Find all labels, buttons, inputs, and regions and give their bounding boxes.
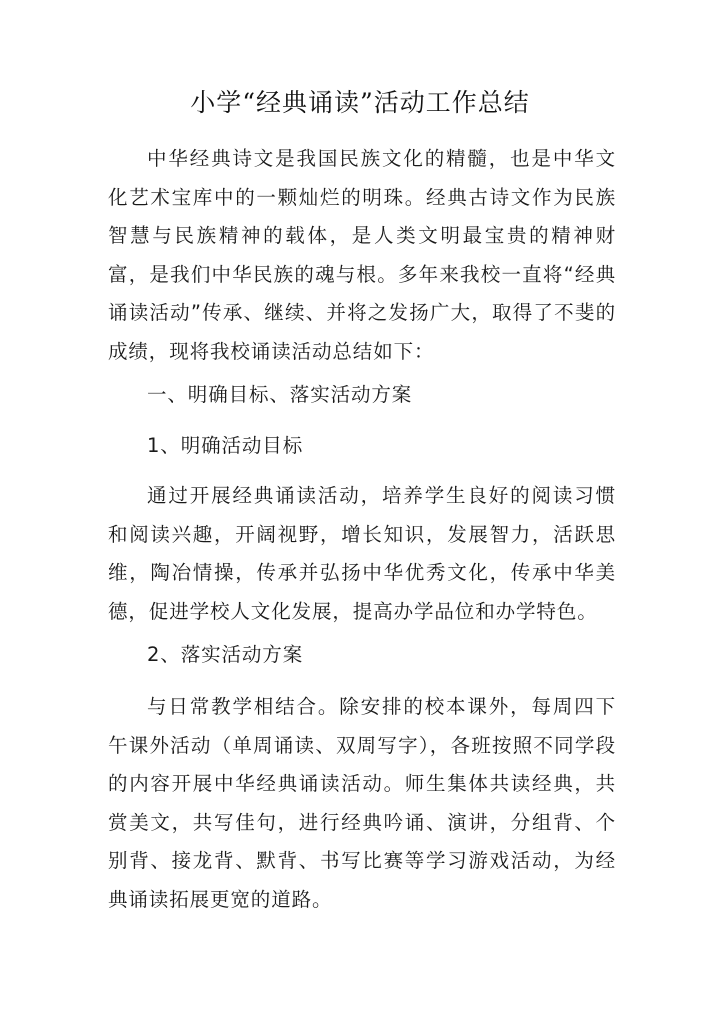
goals-paragraph: 通过开展经典诵读活动，培养学生良好的阅读习惯和阅读兴趣，开阔视野，增长知识，发展智力，活跃思维，陶冶情操，传承并弘扬中华优秀文化，传承中华美德，促进学校人文化发展，提高办学品位和办学特色。 [108, 484, 616, 623]
subsection-heading-activity-goals: 1、明确活动目标 [147, 434, 304, 457]
document-title: 小学“经典诵读”活动工作总结 [190, 88, 530, 117]
plan-paragraph: 与日常教学相结合。除安排的校本课外，每周四下午课外活动（单周诵读、双周写字），各班按照不同学段的内容开展中华经典诵读活动。师生集体共读经典，共赏美文，共写佳句，进行经典吟诵、演讲，分组背、个别背、接龙背、默背、书写比赛等学习游戏活动，为经典诵读拓展更宽的道路。 [108, 695, 616, 911]
subsection-heading-activity-plan: 2、落实活动方案 [147, 643, 304, 666]
intro-paragraph: 中华经典诗文是我国民族文化的精髓，也是中华文化艺术宝库中的一颗灿烂的明珠。经典古诗文作为民族智慧与民族精神的载体，是人类文明最宝贵的精神财富，是我们中华民族的魂与根。多年来我校一直将“经典诵读活动”传承、继续、并将之发扬广大，取得了不斐的成绩，现将我校诵读活动总结如下： [108, 147, 616, 363]
section-heading-goals-and-plan: 一、明确目标、落实活动方案 [147, 383, 413, 406]
